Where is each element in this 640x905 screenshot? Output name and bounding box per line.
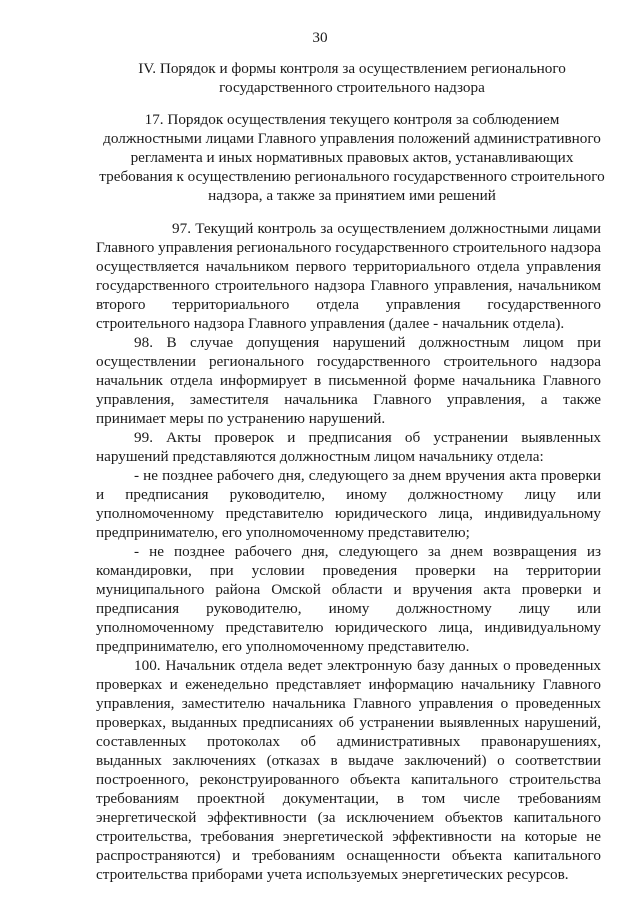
list-item	[96, 542, 601, 656]
paragraph-99	[96, 428, 601, 466]
paragraph-text: Начальник отдела ведет электронную базу данных о проведенных проверках и еженедельно представляет информацию начальнику Главного управления, заместителю начальника Главного управления о проведенных проверках, выданных предписаниях об устранении выявленных нарушений, составленных протоколах об административных правонарушениях, выданных заключениях (отказах в выдаче заключений) о соответствии построенного, реконструированного объекта капитального строительства требованиям проектной документации, в том числе требованиям энергетической эффективности (за исключением объектов капитального строительства, требования энергетической эффективности на которые не распространяются) и требованиям оснащенности объекта капитального строительства приборами учета используемых энергетических ресурсов.	[96, 657, 601, 883]
paragraph-text: Текущий контроль за осуществлением должностными лицами Главного управления регионального государственного строительного надзора осуществляется начальником первого территориального отдела управления государственного строительного надзора Главного управления, начальником второго территориального отдела управления государственного строительного надзора Главного управления (далее - начальник отдела).	[96, 220, 602, 332]
paragraph-number: 99.	[134, 429, 153, 446]
document-body	[96, 219, 601, 884]
paragraph-number: 100.	[134, 657, 161, 674]
paragraph-98	[96, 333, 601, 428]
page-number: 30	[312, 29, 328, 46]
section-title: IV. Порядок и формы контроля за осуществлением регионального государственного строительного надзора	[138, 60, 566, 96]
paragraph-100	[96, 656, 601, 884]
paragraph-text: - не позднее рабочего дня, следующего за днем вручения акта проверки и предписания руководителю, иному должностному лицу или уполномоченному представителю юридического лица, индивидуальному предпринимателю, его уполномоченному представителю;	[96, 467, 601, 541]
paragraph-text: - не позднее рабочего дня, следующего за днем возвращения из командировки, при условии проведения проверки на территории муниципального района Омской области и вручения акта проверки и предписания руководителю, иному должностному лицу или уполномоченному представителю юридического лица, индивидуальному предпринимателю, его уполномоченному представителю.	[96, 543, 601, 655]
paragraph-number: 98.	[134, 334, 153, 351]
subsection-title: 17. Порядок осуществления текущего контроля за соблюдением должностными лицами Главного управления положений административного регламента и иных нормативных правовых актов, устанавливающих требования к осуществлению регионального государственного строительного надзора, а также за принятием ими решений	[99, 111, 605, 204]
list-item	[96, 466, 601, 542]
paragraph-text: В случае допущения нарушений должностным лицом при осуществлении регионального государственного строительного надзора начальник отдела информирует в письменной форме начальника Главного управления, заместителя начальника Главного управления, а также принимает меры по устранению нарушений.	[96, 334, 601, 427]
paragraph-number: 97.	[172, 220, 191, 237]
paragraph-text: Акты проверок и предписания об устранении выявленных нарушений представляются должностным лицом начальнику отдела:	[96, 429, 601, 465]
paragraph-97	[96, 219, 601, 333]
